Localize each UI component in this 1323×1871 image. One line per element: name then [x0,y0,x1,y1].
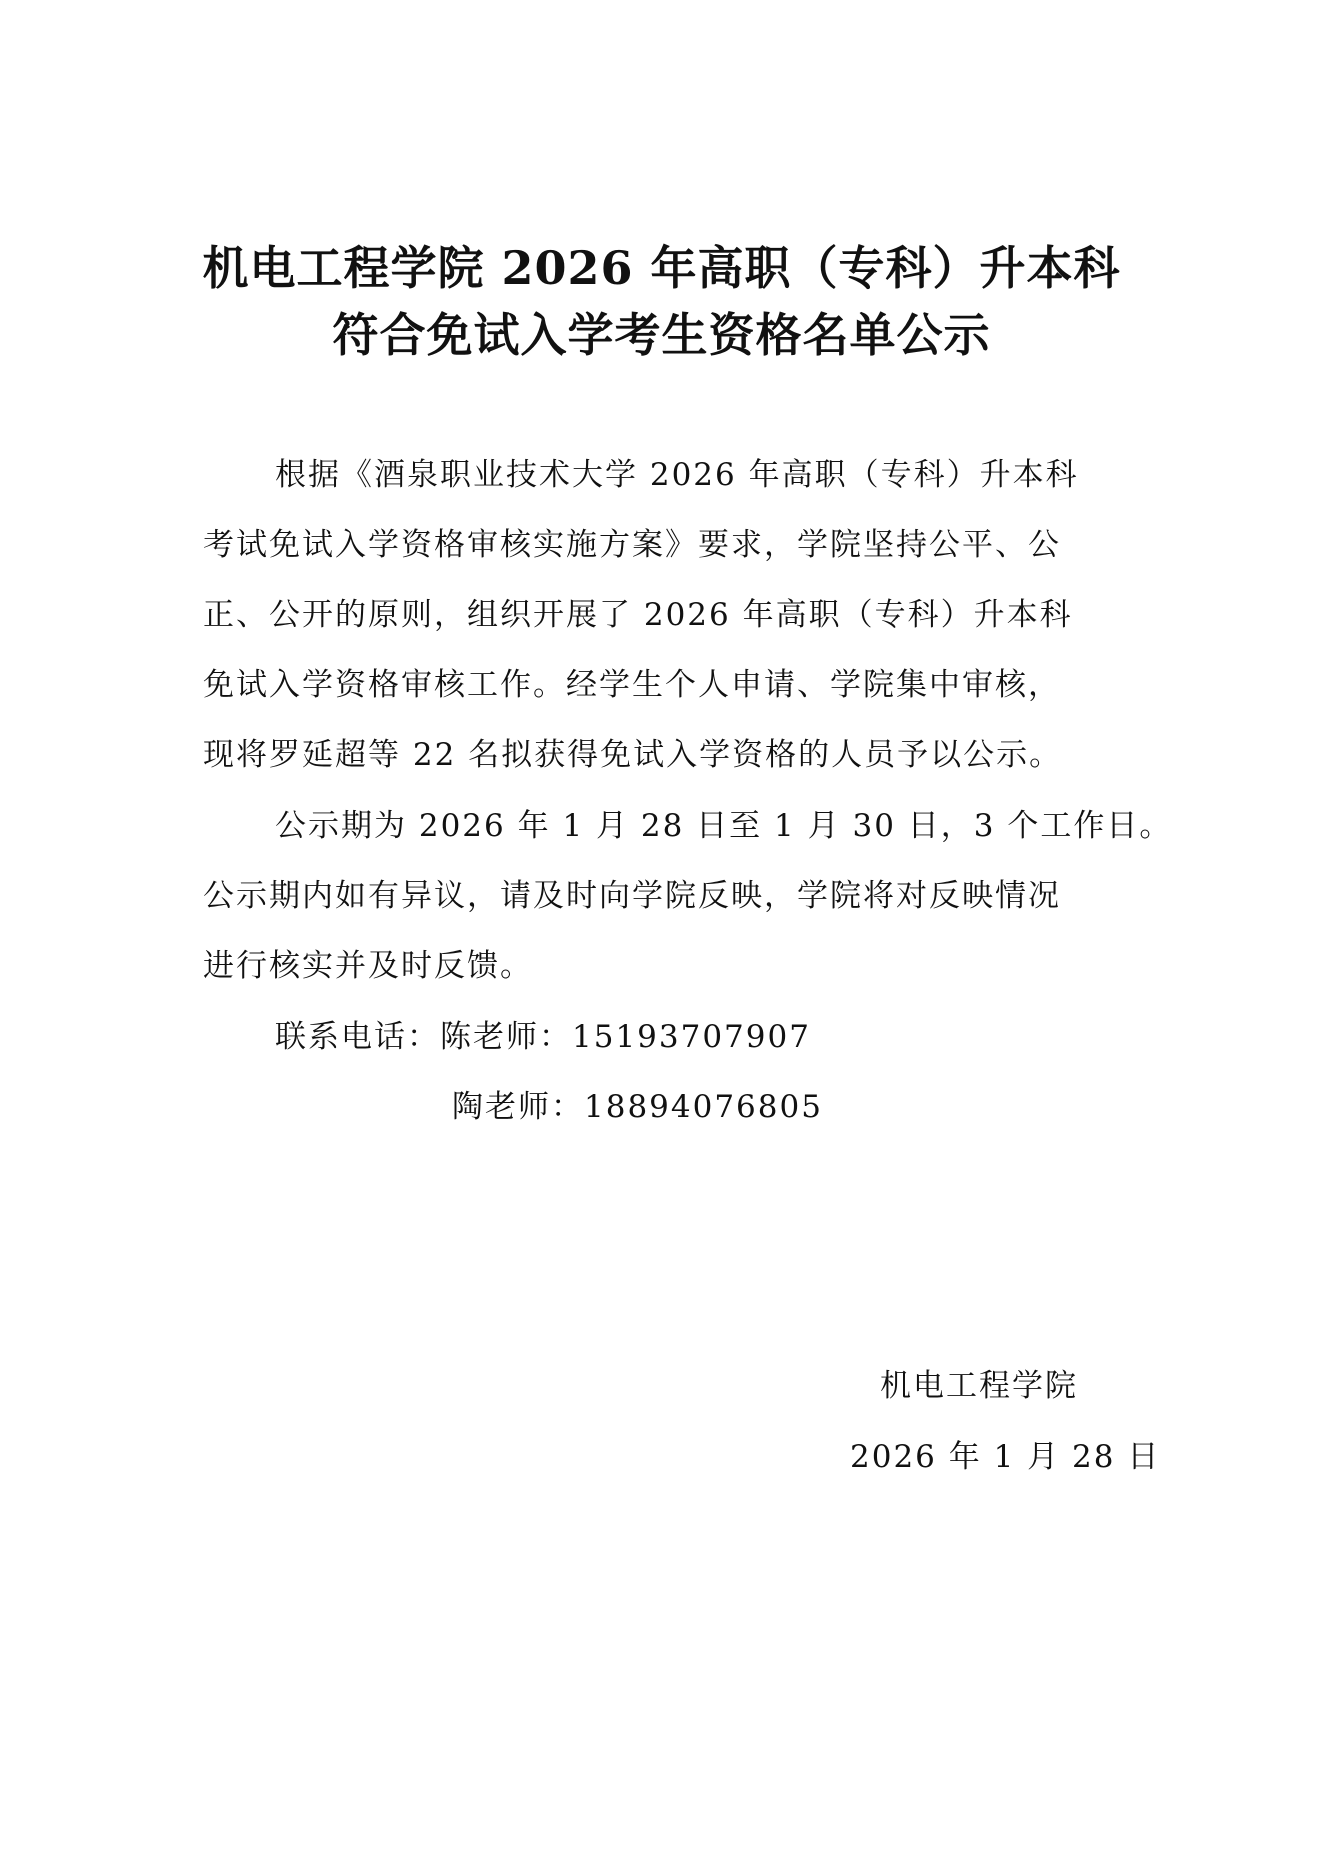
paragraph-1-line-4: 免试入学资格审核工作。经学生个人申请、学院集中审核， [203,667,1061,703]
paragraph-1-line-2: 考试免试入学资格审核实施方案》要求，学院坚持公平、公 [203,527,1061,563]
paragraph-1-line-3: 正、公开的原则，组织开展了 2026 年高职（专科）升本科 [203,597,1073,633]
paragraph-1-line-5: 现将罗延超等 22 名拟获得免试入学资格的人员予以公示。 [203,737,1063,773]
paragraph-2-line-2: 公示期内如有异议，请及时向学院反映，学院将对反映情况 [203,878,1061,914]
contact-line-2: 陶老师：18894076805 [452,1089,823,1125]
signature-organization: 机电工程学院 [880,1368,1078,1404]
document-title-line-2: 符合免试入学考生资格名单公示 [332,308,991,362]
signature-date: 2026 年 1 月 28 日 [850,1439,1161,1475]
paragraph-1-line-1: 根据《酒泉职业技术大学 2026 年高职（专科）升本科 [275,457,1079,493]
document-title-line-1: 机电工程学院 2026 年高职（专科）升本科 [202,241,1121,295]
paragraph-2-line-3: 进行核实并及时反馈。 [203,948,533,984]
contact-line-1: 联系电话：陈老师：15193707907 [275,1019,811,1055]
paragraph-2-line-1: 公示期为 2026 年 1 月 28 日至 1 月 30 日，3 个工作日。 [275,808,1173,844]
